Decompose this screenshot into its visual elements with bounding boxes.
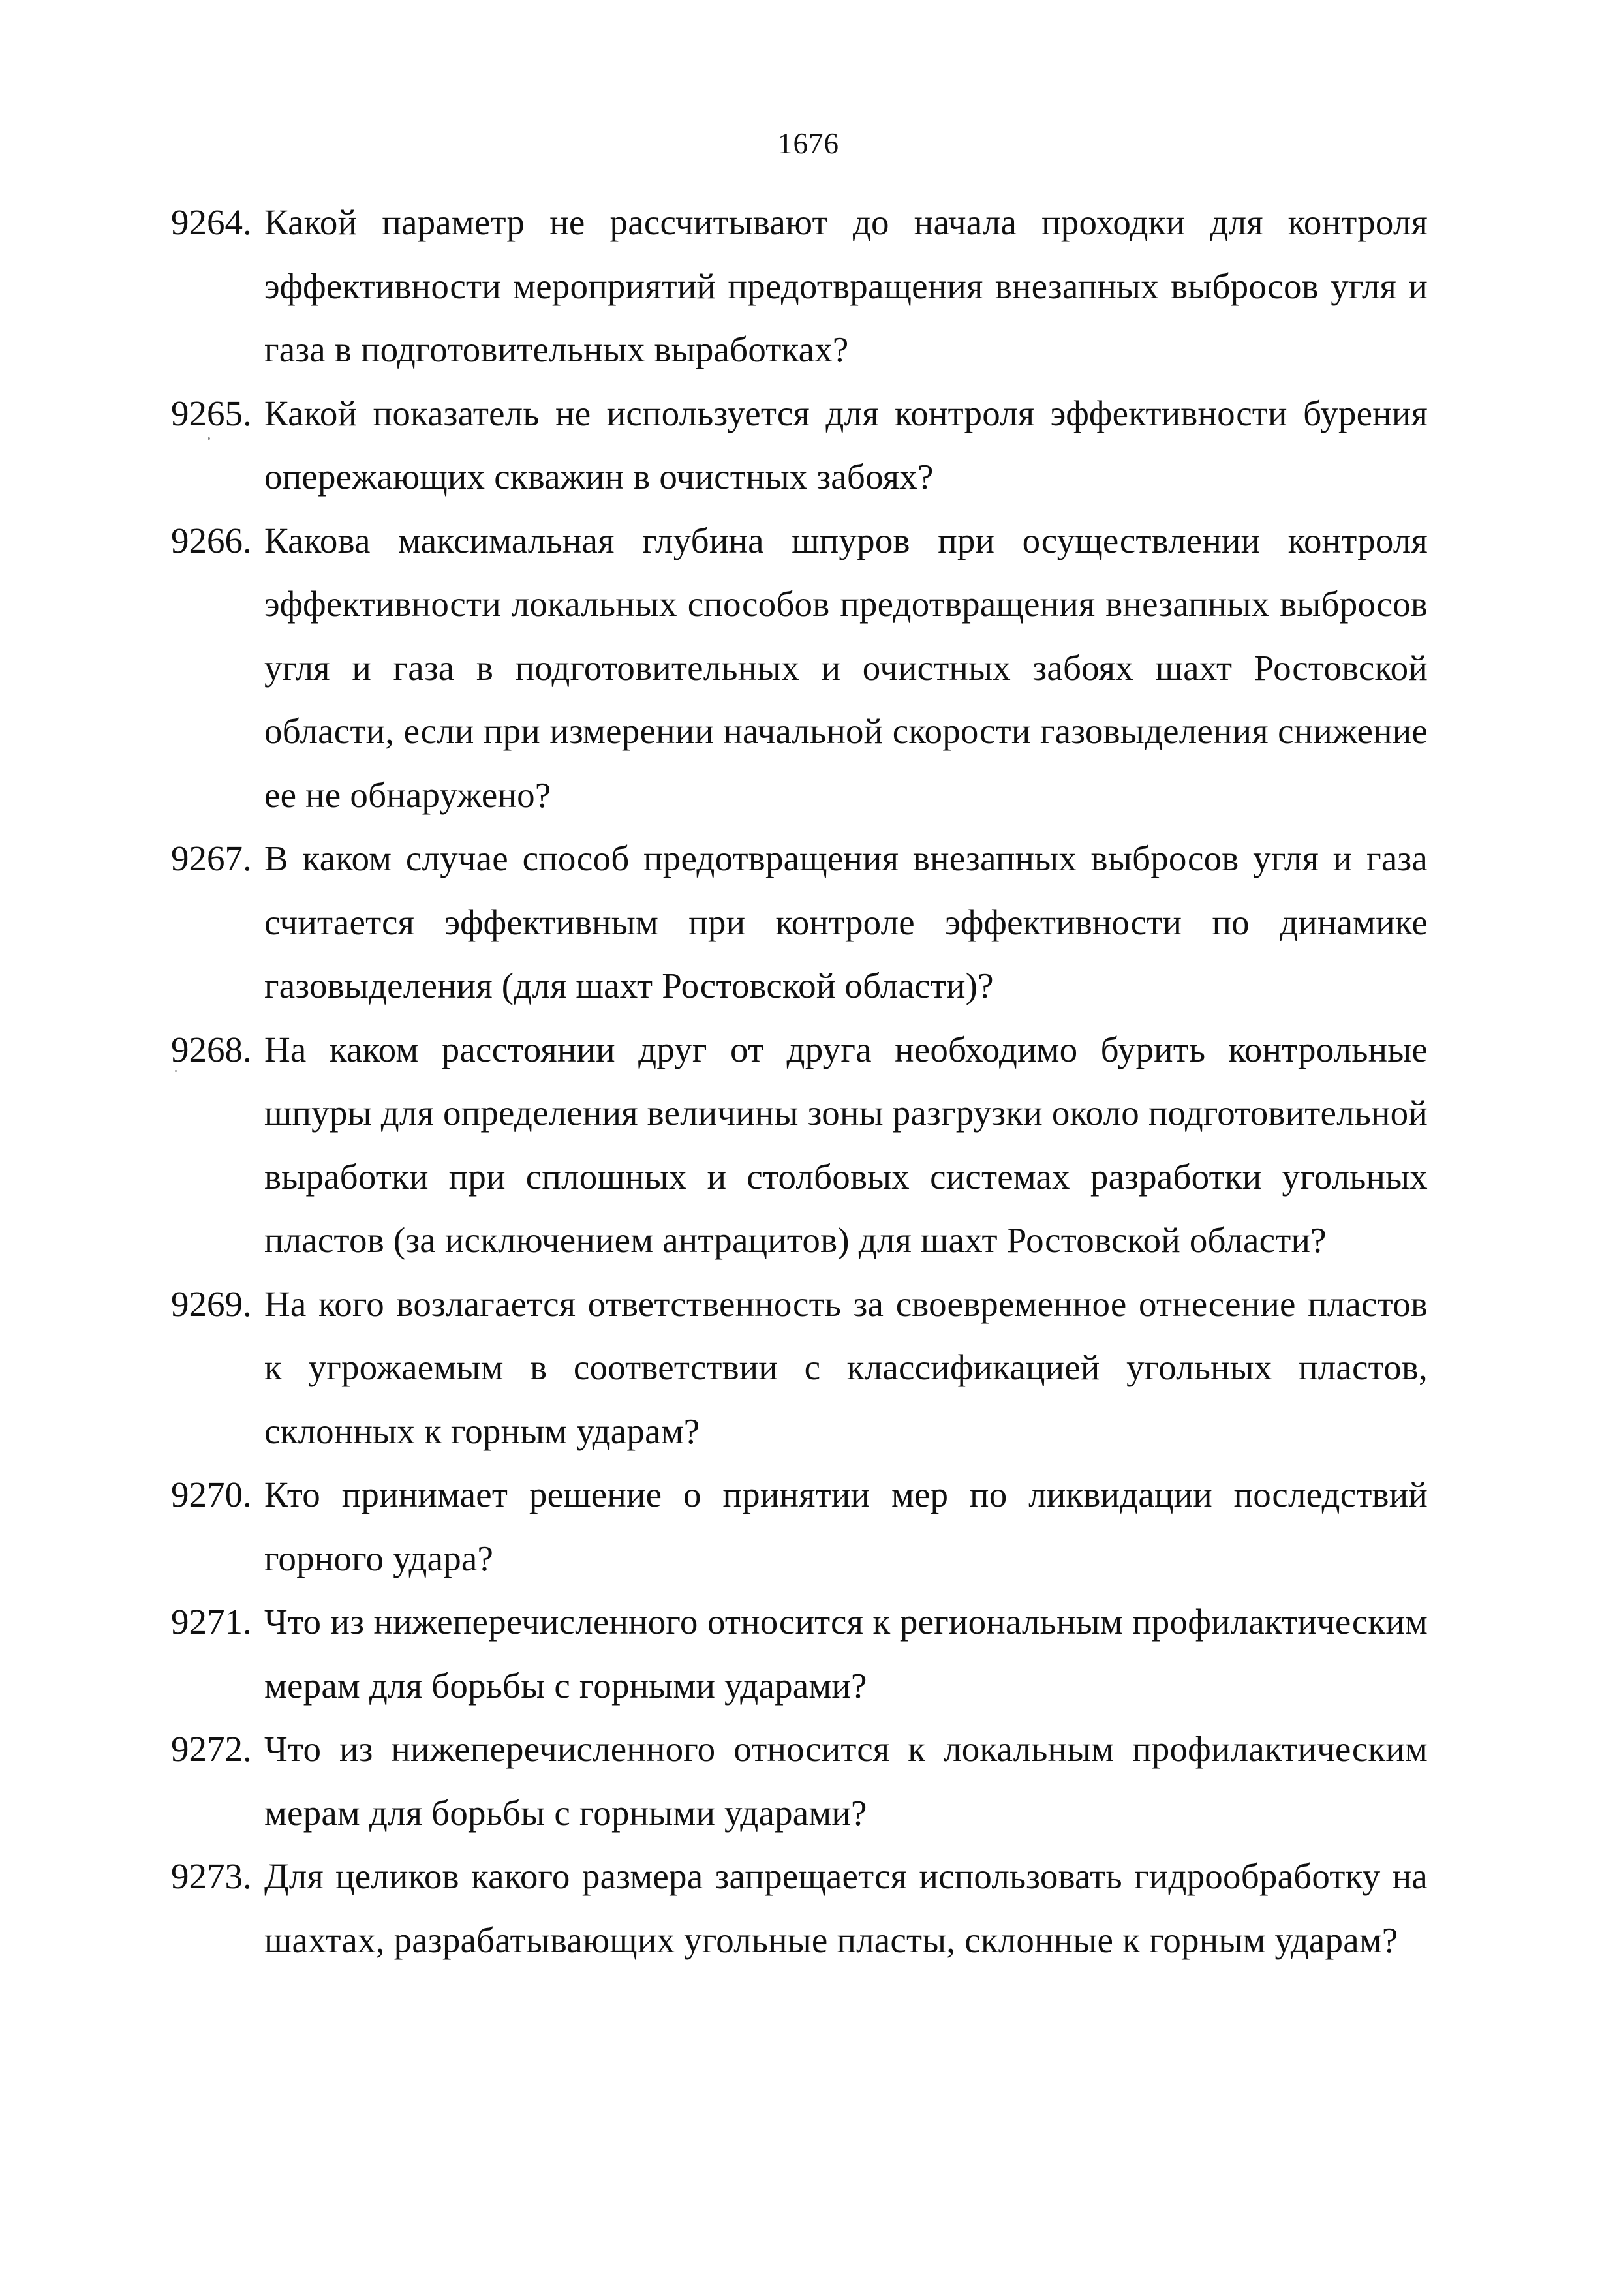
page-number: 1676 <box>778 127 839 160</box>
question-number: 9264. <box>171 202 252 242</box>
question-item <box>171 1717 1428 1844</box>
question-text: Какова максимальная глубина шпуров при осуществлении контроля эффективности локальных способов предотвращения внезапных выбросов угля и газа в подготовительных и очистных забоях шахт Ростовской области, если при измерении начальной скорости газовыделения снижение ее не обнаружено? <box>264 520 1428 815</box>
question-item <box>171 509 1428 827</box>
question-number: 9268. <box>171 1029 252 1069</box>
question-text: Какой параметр не рассчитывают до начала проходки для контроля эффективности мероприятий предотвращения внезапных выбросов угля и газа в подготовительных выработках? <box>264 202 1428 369</box>
question-text: На каком расстоянии друг от друга необходимо бурить контрольные шпуры для определения величины зоны разгрузки около подготовительной выработки при сплошных и столбовых системах разработки угольных пластов (за исключением антрацитов) для шахт Ростовской области? <box>264 1029 1428 1260</box>
question-text: Что из нижеперечисленного относится к региональным профилактическим мерам для борьбы с горными ударами? <box>264 1602 1428 1706</box>
question-number: 9272. <box>171 1729 252 1769</box>
question-item <box>171 827 1428 1018</box>
question-item <box>171 191 1428 382</box>
scan-speck <box>175 1070 177 1072</box>
question-number: 9267. <box>171 838 252 878</box>
scan-speck <box>208 437 210 440</box>
question-item <box>171 1463 1428 1590</box>
question-number: 9269. <box>171 1283 252 1324</box>
question-number: 9271. <box>171 1602 252 1642</box>
question-list <box>171 191 1428 1972</box>
question-text: В каком случае способ предотвращения внезапных выбросов угля и газа считается эффективным при контроле эффективности по динамике газовыделения (для шахт Ростовской области)? <box>264 838 1428 1005</box>
question-text: Что из нижеперечисленного относится к локальным профилактическим мерам для борьбы с горными ударами? <box>264 1729 1428 1833</box>
question-number: 9273. <box>171 1856 252 1896</box>
question-text: Для целиков какого размера запрещается использовать гидрообработку на шахтах, разрабатывающих угольные пласты, склонные к горным ударам? <box>264 1856 1428 1960</box>
question-item <box>171 1018 1428 1272</box>
question-item <box>171 1590 1428 1717</box>
question-text: Кто принимает решение о принятии мер по ликвидации последствий горного удара? <box>264 1475 1428 1578</box>
question-number: 9266. <box>171 520 252 560</box>
question-text: Какой показатель не используется для контроля эффективности бурения опережающих скважин в очистных забоях? <box>264 393 1428 497</box>
question-item <box>171 1844 1428 1972</box>
question-number: 9265. <box>171 393 252 433</box>
question-text: На кого возлагается ответственность за своевременное отнесение пластов к угрожаемым в соответствии с классификацией угольных пластов, склонных к горным ударам? <box>264 1283 1428 1451</box>
question-number: 9270. <box>171 1475 252 1514</box>
question-item <box>171 1272 1428 1463</box>
question-item <box>171 382 1428 509</box>
